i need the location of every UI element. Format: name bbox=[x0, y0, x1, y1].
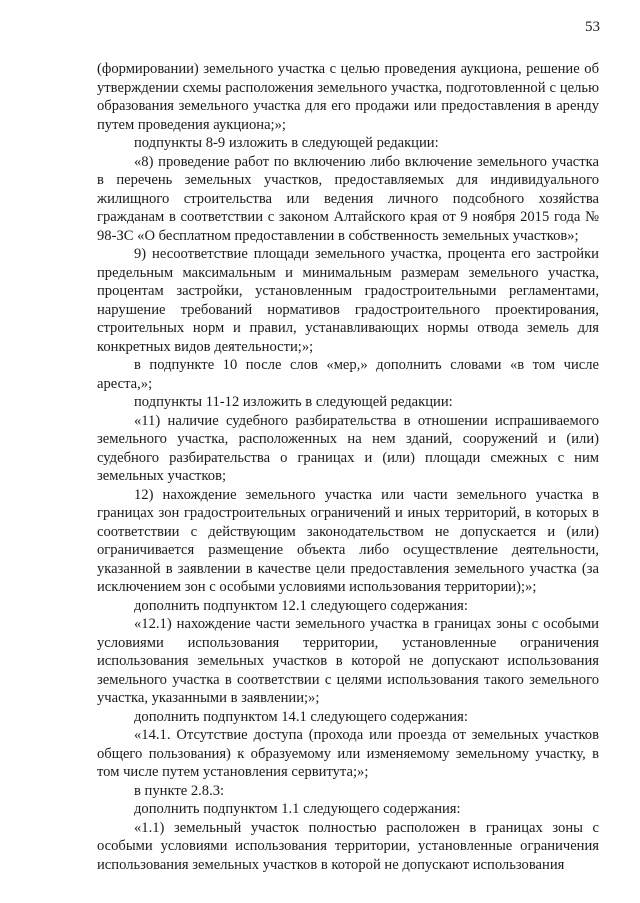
paragraph: дополнить подпунктом 14.1 следующего содержания: bbox=[134, 708, 468, 725]
paragraph: «8) проведение работ по включению либо включение земельного участка в перечень земельных участков, предоставляемых для индивидуального жилищного строительства или ведения личного подсобного хозяйства гражданам в соответствии с законом Алтайского края от 9 ноября 2015 года № 98-ЗС «О бесплатном предоставлении в собственность земельных участков»; bbox=[97, 153, 599, 244]
paragraph: «11) наличие судебного разбирательства в отношении испрашиваемого земельного участка, расположенных на нем зданий, сооружений и (или) судебного разбирательства о границах и (или) площади смежных с ним земельных участков; bbox=[97, 412, 599, 484]
paragraph: 12) нахождение земельного участка или части земельного участка в границах зон градостроительных ограничений и иных территорий, в которых в соответствии с действующим законодательством не допускается и (или) ограничивается размещение объекта либо осуществление деятельности, указанной в заявлении в качестве цели предоставления земельного участка (за исключением зон с особыми условиями использования территории);»; bbox=[97, 486, 599, 595]
paragraph: дополнить подпунктом 1.1 следующего содержания: bbox=[134, 801, 461, 817]
paragraph: «1.1) земельный участок полностью расположен в границах зоны с особыми условиями использования территории, установленные ограничения использования земельных участков в которой не допускают использования bbox=[97, 819, 599, 873]
paragraph: (формировании) земельного участка с целью проведения аукциона, решение об утверждении схемы расположения земельного участка, подготовленной с целью образования земельного участка для его продажи или предоставления в аренду путем проведения аукциона;»; bbox=[97, 61, 599, 133]
document-body bbox=[97, 60, 599, 874]
paragraph: подпункты 8-9 изложить в следующей редакции: bbox=[134, 135, 439, 151]
paragraph: в пункте 2.8.3: bbox=[134, 782, 225, 799]
paragraph: подпункты 11-12 изложить в следующей редакции: bbox=[134, 394, 453, 410]
paragraph: «12.1) нахождение части земельного участка в границах зоны с особыми условиями использования территории, установленные ограничения использования земельных участков в которой не допускают использования земельного участка в соответствии с целями использования такого земельного участка, указанными в заявлении;»; bbox=[97, 616, 599, 706]
paragraph: 9) несоответствие площади земельного участка, процента его застройки предельным максимальным и минимальным размерам земельного участка, процентам застройки, установленным градостроительными регламентами, нарушение требований нормативов градостроительного проектирования, строительных норм и правил, устанавливающих нормы отвода земель для конкретных видов деятельности;»; bbox=[97, 246, 599, 355]
paragraph: дополнить подпунктом 12.1 следующего содержания: bbox=[134, 597, 468, 614]
page-number: 53 bbox=[585, 19, 600, 35]
paragraph: «14.1. Отсутствие доступа (прохода или проезда от земельных участков общего пользования) к образуемому или изменяемому земельному участку, в том числе путем установления сервитута;»; bbox=[97, 727, 599, 780]
paragraph: в подпункте 10 после слов «мер,» дополнить словами «в том числе ареста,»; bbox=[97, 357, 599, 392]
